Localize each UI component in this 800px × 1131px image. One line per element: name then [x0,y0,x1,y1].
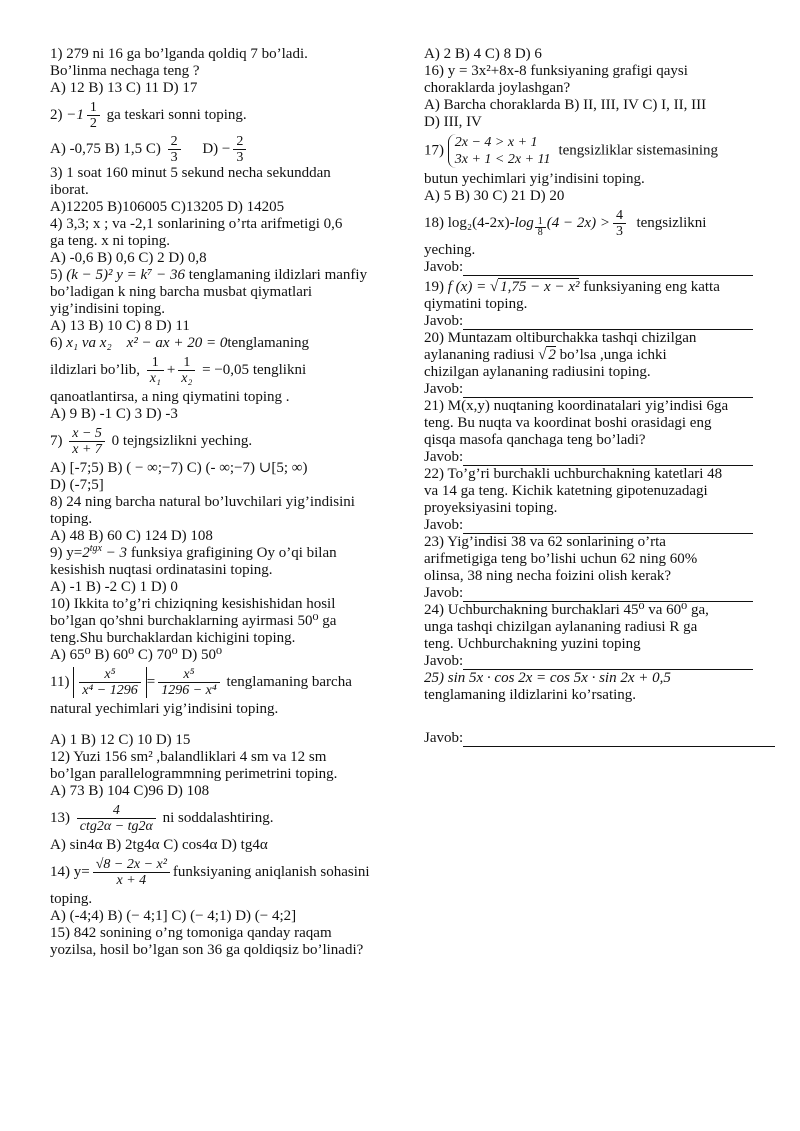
q11-line [50,667,395,698]
q2-c-den: 3 [168,149,181,165]
q10-options: A) 65⁰ B) 60⁰ C) 70⁰ D) 50⁰ [50,647,222,663]
q18-arg: (4 − 2x) > [546,214,610,231]
q9-exponent: tgx [89,543,102,554]
q13-number: 13) [50,809,70,826]
q2-den: 2 [87,115,100,131]
q18-base-num: 1 [537,215,543,227]
q11-r-num: x⁵ [183,667,195,682]
q7-number: 7) [50,432,63,449]
q11-options: A) 1 B) 12 C) 10 D) 15 [50,732,191,748]
q23-line-2: arifmetigiga teng bo’lishi uchun 62 ning 60% [424,551,698,567]
q11-abs [73,667,147,698]
q6-line-2 [50,355,395,386]
q20-b-pre: aylananing radiusi [424,347,535,363]
answer-label: Javob: [424,653,464,669]
q9-line-1 [50,545,395,562]
q17-ineq-1: 2x − 4 > x + 1 [454,135,538,150]
q10-line-2: bo’lgan qo’shni burchaklarning ayirmasi 50⁰ ga [50,613,337,629]
q19-answer [424,313,760,330]
q14-num: √8 − 2x − x² [95,857,167,872]
q6-text: tenglamaning [227,335,309,351]
answer-label: Javob: [424,730,464,746]
q5-equation: (k − 5)² y = k⁷ − 36 [66,267,186,283]
q5-number: 5) [50,267,63,283]
q11-line-2: natural yechimlari yig’indisini toping. [50,701,279,717]
q19-sqrt-sign: √ [489,279,499,295]
q6-b-pre: ildizlari bo’lib, [50,361,140,378]
q2-d-fraction [233,134,246,165]
q18-base-fraction [535,217,546,238]
q6-b-text: tenglikni [252,361,307,378]
q1-line-1: 1) 279 ni 16 ga bo’lganda qoldiq 7 bo’ladi. [50,46,308,62]
q19-func: f (x) = [447,279,490,295]
q16-options: A) Barcha choraklarda B) II, III, IV C) I, II, III [424,97,707,113]
q14-line-2: toping. [50,891,93,907]
q19-line-2: qiymatini toping. [424,296,528,312]
q24-line-2: unga tashqi chizilgan aylananing radiusi R ga [424,619,698,635]
q9-rest: − 3 [101,545,128,561]
q2-d-den: 3 [233,149,246,165]
q15-line-1: 15) 842 sonining o’ng tomoniga qanday raqam [50,925,332,941]
q2-number: 2) [50,106,63,123]
q5-line-3: yig’indisini toping. [50,301,166,317]
q24-line-3: teng. Uchburchakning yuzini toping [424,636,641,652]
q10-line-3: teng.Shu burchaklardan kichigini toping. [50,630,296,646]
q6-number: 6) [50,335,63,351]
q20-line-3: chizilgan aylananing radiusini toping. [424,364,651,380]
q19-text: funksiyaning eng katta [583,279,720,295]
q24-line-1: 24) Uchburchakning burchaklari 45⁰ va 60⁰ ga, [424,602,709,618]
q19-answer-field[interactable] [463,315,753,330]
q6-f2-den: x₂ [178,370,195,386]
q13-fraction [77,803,156,834]
q7-option-d: D) (-7;5] [50,477,104,493]
q2-text: ga teskari sonni toping. [106,106,247,123]
q5-line-1 [50,267,395,284]
q2-line [50,100,395,131]
q25-line-2: tenglamaning ildizlarini ko’rsating. [424,687,637,703]
q22-line-1: 22) To’g’ri burchakli uchburchakning katetlari 48 [424,466,723,482]
q20-answer-field[interactable] [463,383,753,398]
q21-line-1: 21) M(x,y) nuqtaning koordinatalari yig’indisi 6ga [424,398,729,414]
q22-answer-field[interactable] [463,519,753,534]
q2-num: 1 [89,100,97,115]
q9-text: funksiya grafigining Oy o’qi bilan [127,545,337,561]
q18-answer [424,259,760,276]
q6-plus: + [166,361,176,378]
q14-fraction [93,857,170,888]
left-column [50,46,395,959]
q14-den: x + 4 [93,872,170,888]
q24-answer [424,653,760,670]
q6-options: A) 9 B) -1 C) 3 D) -3 [50,406,178,422]
q18-answer-field[interactable] [463,261,753,276]
q8-line-2: toping. [50,511,93,527]
q2-minus: −1 [66,106,84,123]
q3-line-1: 3) 1 soat 160 minut 5 sekund necha sekunddan [50,165,331,181]
q16-option-d: D) III, IV [424,114,482,130]
q2-c-num: 2 [170,134,178,149]
q20-line-2 [424,347,760,364]
q4-line-1: 4) 3,3; x ; va -2,1 sonlarining o’rta arifmetigi 0,6 [50,216,343,232]
q11-text: tenglamaning barcha [226,673,352,690]
q6-line-3: qanoatlantirsa, a ning qiymatini toping . [50,389,290,405]
q7-options: A) [-7;5) B) ( − ∞;−7) C) (- ∞;−7) ∪[5; ∞) [50,460,308,476]
q15-line-2: yozilsa, hosil bo’lgan son 36 ga qoldiqsiz bo’linadi? [50,942,364,958]
q18-rhs-fraction [613,208,626,239]
q2-d-num: 2 [236,134,244,149]
q17-text: tengsizliklar sistemasining [558,142,719,159]
q12-line-2: bo’lgan parallelogrammning perimetrini toping. [50,766,338,782]
q6-rhs: = −0,05 [202,361,250,378]
q23-answer [424,585,760,602]
q11-r-den: 1296 − x⁴ [158,682,220,698]
q17-options: A) 5 B) 30 C) 21 D) 20 [424,188,565,204]
q20-sqrt-sign: √ [538,347,547,363]
q6-frac-2 [178,355,195,386]
q14-number: 14) y= [50,863,90,880]
q11-eq: = [146,673,156,690]
q18-pre: 18) log₂(4-2x)- [424,214,515,231]
q2-fraction [87,100,100,131]
q17-line-2: butun yechimlari yig’indisini toping. [424,171,645,187]
q9-line-2: kesishish nuqtasi ordinatasini toping. [50,562,273,578]
q6-f1-den: x₁ [147,370,164,386]
q25-line-1: 25) sin 5x · cos 2x = cos 5x · sin 2x + 0,5 [424,670,671,686]
q17-system [448,134,555,168]
q5-options: A) 13 B) 10 C) 8 D) 11 [50,318,190,334]
q19-radicand: 1,75 − x − x² [500,279,580,295]
q5-text: tenglamaning ildizlari manfiy [188,267,368,283]
q9-number: 9) y= [50,545,83,561]
q18-base-den: 8 [535,227,546,238]
q22-line-2: va 14 ga teng. Kichik katetning gipotenuzadagi [424,483,708,499]
q7-text: 0 tejngsizlikni yeching. [111,432,253,449]
q20-line-1: 20) Muntazam oltiburchakka tashqi chizilgan [424,330,697,346]
q11-right-fraction [158,667,220,698]
q8-line-1: 8) 24 ning barcha natural bo’luvchilari yig’indisini [50,494,355,510]
right-column [424,46,760,747]
q6-vars: x₁ va x₂ [66,335,112,351]
q6-line-1 [50,335,395,352]
q18-line [424,208,760,239]
q17-number: 17) [424,142,444,159]
q21-answer-field[interactable] [463,451,753,466]
q9-options: A) -1 B) -2 C) 1 D) 0 [50,579,178,595]
q14-line [50,857,395,888]
q11-l-num: x⁵ [104,667,116,682]
q18-text: tengsizlikni [636,214,707,231]
q21-line-2: teng. Bu nuqta va koordinat boshi orasidagi eng [424,415,712,431]
q7-fraction [69,426,105,457]
q18-log: log [514,214,534,231]
q7-line [50,426,395,457]
q3-line-2: iborat. [50,182,89,198]
q22-line-3: proyeksiyasini toping. [424,500,558,516]
q25-answer [424,730,760,747]
q12-line-1: 12) Yuzi 156 sm² ,balandliklari 4 sm va 12 sm [50,749,327,765]
q17-line [424,134,760,168]
q6-equation: x² − ax + 20 = 0 [126,335,228,351]
q21-line-3: qisqa masofa qanchaga teng bo’ladi? [424,432,646,448]
answer-label: Javob: [424,259,464,275]
q8-options: A) 48 B) 60 C) 124 D) 108 [50,528,213,544]
q13-options: A) sin4α B) 2tg4α C) cos4α D) tg4α [50,837,268,853]
q16-line-1: 16) y = 3x²+8x-8 funksiyaning grafigi qaysi [424,63,688,79]
answer-label: Javob: [424,517,464,533]
q18-line-2: yeching. [424,242,476,258]
q3-options: A)12205 B)106005 C)13205 D) 14205 [50,199,285,215]
q18-rhs-den: 3 [613,223,626,239]
answer-label: Javob: [424,381,464,397]
answer-label: Javob: [424,313,464,329]
q13-den: ctg2α − tg2α [77,818,156,834]
q2-opts-ab: A) -0,75 B) 1,5 C) [50,140,161,157]
q2-c-fraction [168,134,181,165]
q23-line-1: 23) Yig’indisi 38 va 62 sonlarining o’rta [424,534,666,550]
q10-line-1: 10) Ikkita to’g’ri chiziqning kesishishidan hosil [50,596,336,612]
q13-line [50,803,395,834]
q7-den: x + 7 [69,441,105,457]
q1-line-2: Bo’linma nechaga teng ? [50,63,200,79]
q20-sqrt-value: 2 [548,347,556,363]
q11-number: 11) [50,673,70,690]
q18-rhs-num: 4 [615,208,623,223]
q16-line-2: choraklarda joylashgan? [424,80,571,96]
q6-frac-1 [147,355,164,386]
q11-l-den: x⁴ − 1296 [79,682,141,698]
q20-answer [424,381,760,398]
q14-options: A) (-4;4) B) (− 4;1] C) (− 4;1) D) (− 4;2] [50,908,297,924]
q20-b-post: bo’lsa ,unga ichki [555,347,667,363]
q22-answer [424,517,760,534]
q19-number: 19) [424,279,444,295]
q6-f2-num: 1 [183,355,191,370]
answer-label: Javob: [424,449,464,465]
q7-num: x − 5 [72,426,102,441]
q6-f1-num: 1 [151,355,159,370]
q9-base: 2 [82,545,90,561]
q23-answer-field[interactable] [463,587,753,602]
q2-d-label: D) − [202,140,231,157]
answer-label: Javob: [424,585,464,601]
q23-line-3: olinsa, 38 ning necha foizini olish kerak? [424,568,672,584]
q13-text: ni soddalashtiring. [162,809,274,826]
q14-text: funksiyaning aniqlanish sohasini [172,863,370,880]
q13-num: 4 [112,803,120,818]
q1-options: A) 12 B) 13 C) 11 D) 17 [50,80,198,96]
q4-options: A) -0,6 B) 0,6 C) 2 D) 0,8 [50,250,207,266]
q4-line-2: ga teng. x ni toping. [50,233,170,249]
q19-line [424,279,760,296]
q11-left-fraction [79,667,141,698]
q2-options [50,134,395,165]
q24-answer-field[interactable] [463,655,753,670]
q17-ineq-2: 3x + 1 < 2x + 11 [454,152,551,167]
q21-answer [424,449,760,466]
q15-options: A) 2 B) 4 C) 8 D) 6 [424,46,542,62]
q12-options: A) 73 B) 104 C)96 D) 108 [50,783,210,799]
q25-answer-field[interactable] [463,732,775,747]
q5-line-2: bo’ladigan k ning barcha musbat qiymatlari [50,284,313,300]
